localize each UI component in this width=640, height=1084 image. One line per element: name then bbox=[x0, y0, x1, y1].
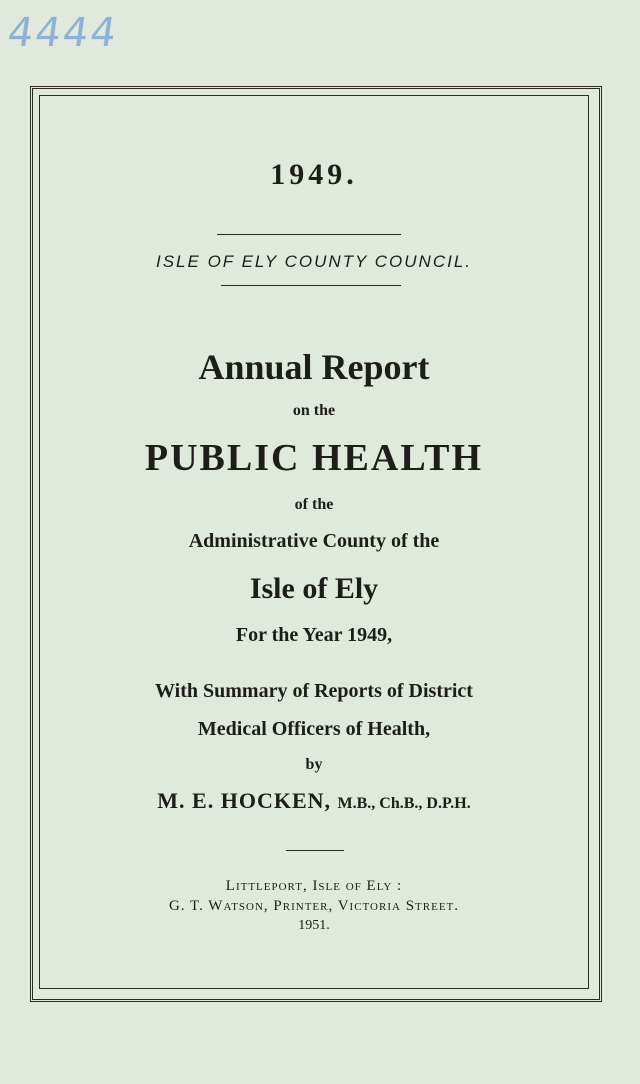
text-on-the: on the bbox=[292, 402, 336, 419]
cover-content bbox=[40, 96, 588, 986]
printer-place: Littleport, Isle of Ely : bbox=[225, 878, 403, 894]
text-administrative-county: Administrative County of the bbox=[188, 530, 440, 552]
text-by: by bbox=[305, 756, 323, 773]
author-qualifications: M.B., Ch.B., D.P.H. bbox=[337, 795, 471, 812]
title-isle-of-ely: Isle of Ely bbox=[249, 572, 379, 605]
text-of-the: of the bbox=[294, 496, 334, 513]
cover-year: 1949. bbox=[270, 158, 358, 191]
council-name: ISLE OF ELY COUNTY COUNCIL. bbox=[155, 252, 472, 271]
title-annual-report: Annual Report bbox=[198, 347, 430, 387]
text-summary-line-1: With Summary of Reports of District bbox=[155, 680, 473, 702]
handwritten-catalogue-number: 4444 bbox=[4, 10, 122, 56]
text-for-the-year: For the Year 1949, bbox=[235, 624, 393, 646]
rule-above-printer bbox=[286, 850, 344, 851]
author-line bbox=[40, 788, 588, 814]
rule-below-council bbox=[221, 285, 401, 286]
title-public-health: PUBLIC HEALTH bbox=[144, 437, 484, 479]
printer-name: G. T. Watson, Printer, Victoria Street. bbox=[168, 898, 460, 914]
author-name: M. E. HOCKEN, bbox=[157, 788, 332, 813]
printer-date: 1951. bbox=[298, 918, 330, 933]
rule-above-council bbox=[217, 234, 401, 235]
text-summary-line-2: Medical Officers of Health, bbox=[197, 718, 431, 740]
